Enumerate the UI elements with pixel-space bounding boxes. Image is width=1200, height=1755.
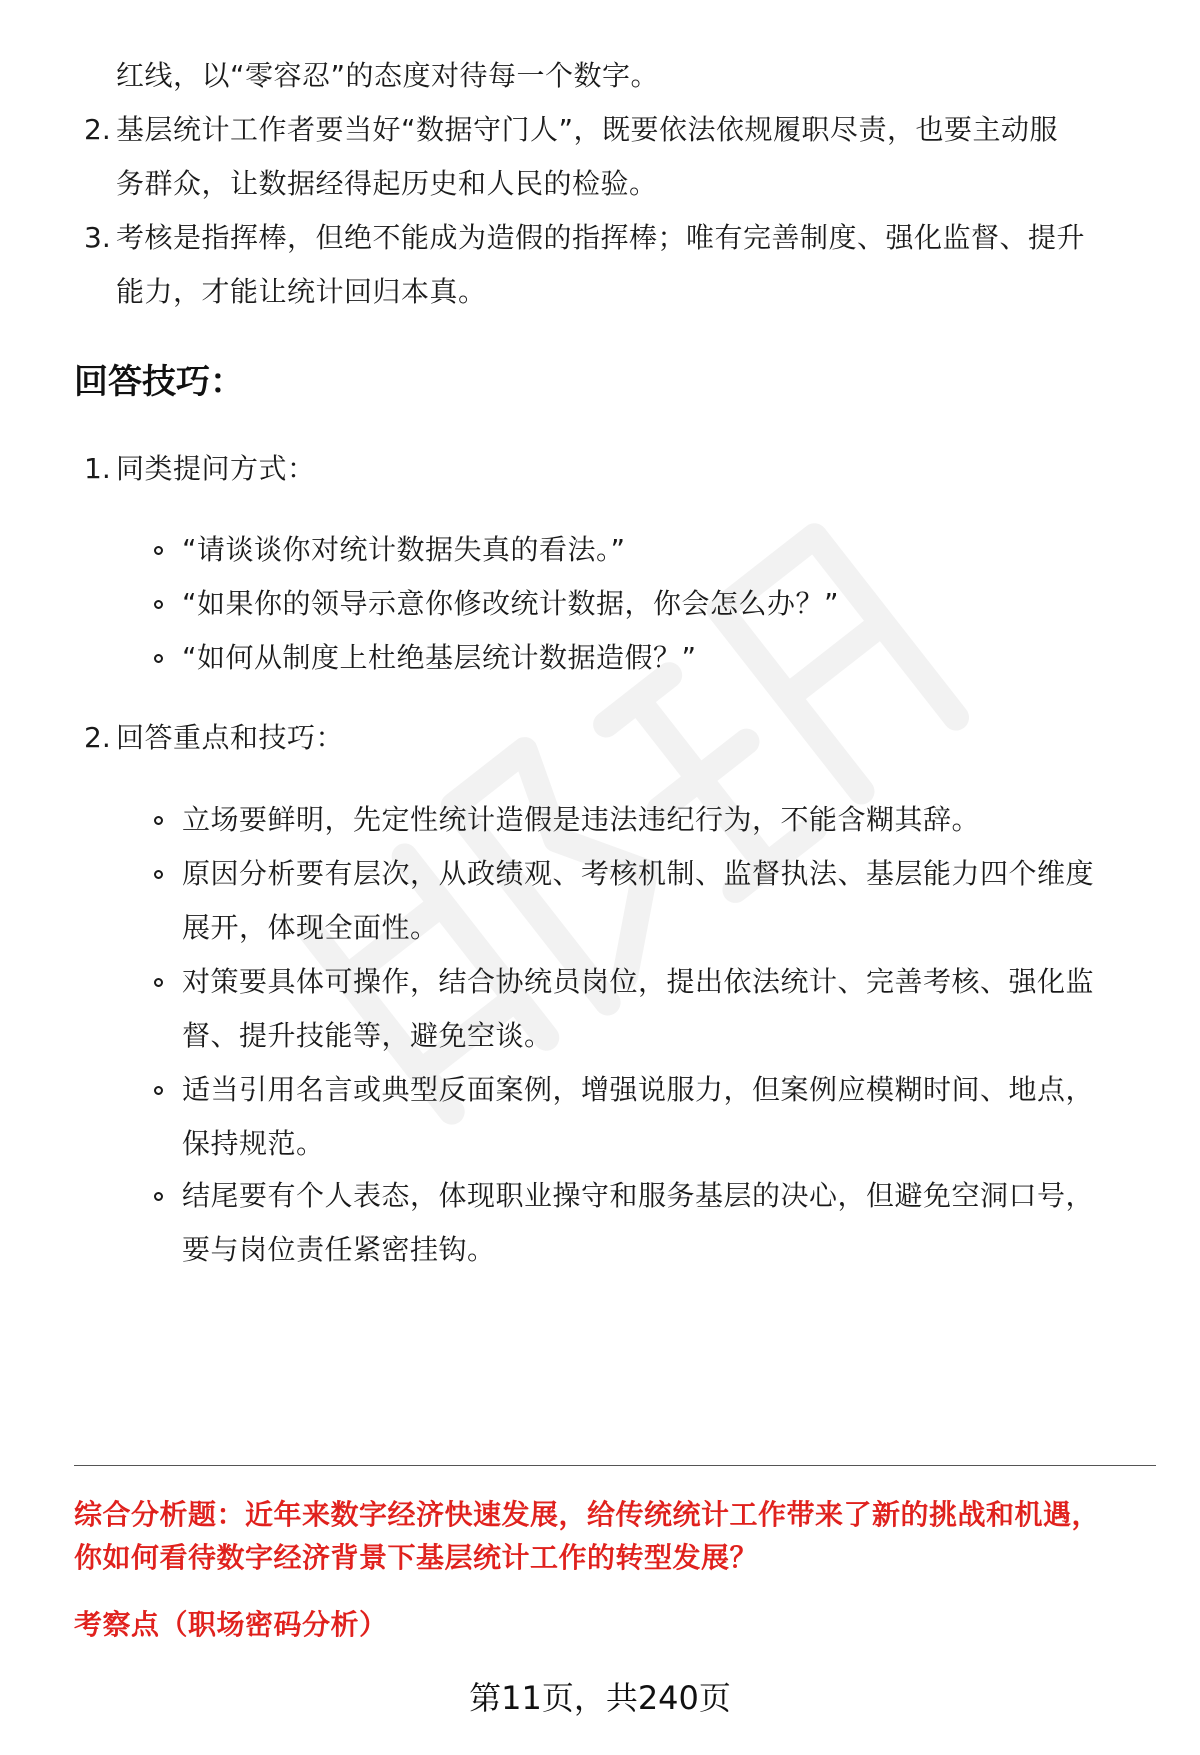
bullet-item: 结尾要有个人表态，体现职业操守和服务基层的决心，但避免空洞口号， bbox=[182, 1179, 1095, 1212]
list-number: 3. bbox=[84, 221, 111, 254]
list-item-continuation: 红线，以“零容忍”的态度对待每一个数字。 bbox=[116, 59, 660, 92]
bullet-icon bbox=[150, 638, 166, 678]
bullet-item: “如果你的领导示意你修改统计数据，你会怎么办？” bbox=[182, 587, 840, 620]
bullet-icon bbox=[150, 530, 166, 570]
list-item-line: 基层统计工作者要当好“数据守门人”，既要依法依规履职尽责，也要主动服 bbox=[116, 113, 1059, 146]
bullet-item: “请谈谈你对统计数据失真的看法。” bbox=[182, 533, 626, 566]
bullet-icon bbox=[150, 1176, 166, 1216]
section-heading: 回答技巧： bbox=[74, 362, 244, 402]
page-number: 第11页，共240页 bbox=[469, 1679, 731, 1717]
bullet-icon bbox=[150, 1070, 166, 1110]
bullet-icon bbox=[150, 584, 166, 624]
analysis-focus-label: 考察点（职场密码分析） bbox=[74, 1608, 388, 1641]
list-item-line: 能力，才能让统计回归本真。 bbox=[116, 275, 487, 308]
bullet-icon bbox=[150, 962, 166, 1002]
list-item-title: 同类提问方式： bbox=[116, 452, 316, 485]
bullet-icon bbox=[150, 800, 166, 840]
bullet-item-continuation: 保持规范。 bbox=[182, 1127, 325, 1160]
bullet-item-continuation: 要与岗位责任紧密挂钩。 bbox=[182, 1233, 496, 1266]
bullet-item: “如何从制度上杜绝基层统计数据造假？” bbox=[182, 641, 697, 674]
list-item-line: 考核是指挥棒，但绝不能成为造假的指挥棒；唯有完善制度、强化监督、提升 bbox=[116, 221, 1086, 254]
bullet-item: 立场要鲜明，先定性统计造假是违法违纪行为，不能含糊其辞。 bbox=[182, 803, 981, 836]
list-item-title: 回答重点和技巧： bbox=[116, 721, 345, 754]
analysis-question-line: 综合分析题：近年来数字经济快速发展，给传统统计工作带来了新的挑战和机遇， bbox=[74, 1498, 1101, 1531]
bullet-item: 对策要具体可操作，结合协统员岗位，提出依法统计、完善考核、强化监 bbox=[182, 965, 1095, 998]
bullet-item-continuation: 展开，体现全面性。 bbox=[182, 911, 439, 944]
list-item-line: 务群众，让数据经得起历史和人民的检验。 bbox=[116, 167, 658, 200]
section-divider bbox=[74, 1465, 1156, 1466]
list-number: 2. bbox=[84, 721, 111, 754]
bullet-item: 原因分析要有层次，从政绩观、考核机制、监督执法、基层能力四个维度 bbox=[182, 857, 1095, 890]
list-number: 1. bbox=[84, 452, 111, 485]
list-number: 2. bbox=[84, 113, 111, 146]
bullet-item: 适当引用名言或典型反面案例，增强说服力，但案例应模糊时间、地点， bbox=[182, 1073, 1095, 1106]
analysis-question-line: 你如何看待数字经济背景下基层统计工作的转型发展？ bbox=[74, 1541, 759, 1574]
bullet-item-continuation: 督、提升技能等，避免空谈。 bbox=[182, 1019, 553, 1052]
bullet-icon bbox=[150, 854, 166, 894]
